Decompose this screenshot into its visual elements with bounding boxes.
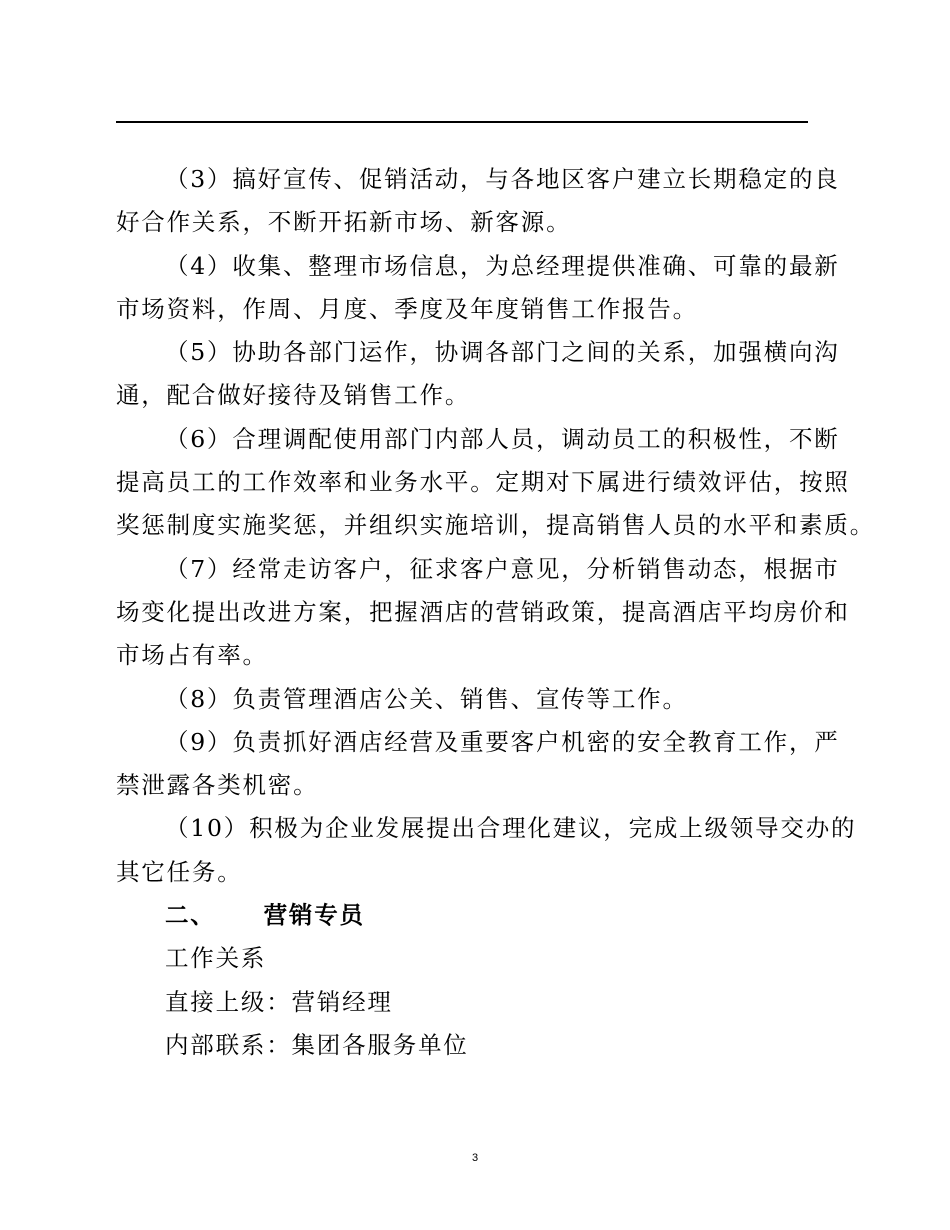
item-7-line-1: （7）经常走访客户，征求客户意见，分析销售动态，根据市 <box>165 554 840 583</box>
item-7-line-3: 市场占有率。 <box>116 641 268 670</box>
header-rule <box>116 121 808 123</box>
item-3-line-2: 好合作关系，不断开拓新市场、新客源。 <box>116 208 572 237</box>
item-6-line-1: （6）合理调配使用部门内部人员，调动员工的积极性，不断 <box>165 424 840 453</box>
section-number: 二、 <box>165 901 216 930</box>
internal-contact: 内部联系：集团各服务单位 <box>165 1030 469 1059</box>
item-4-line-2: 市场资料，作周、月度、季度及年度销售工作报告。 <box>116 294 698 323</box>
direct-superior: 直接上级：营销经理 <box>165 987 393 1016</box>
item-5-line-2: 通，配合做好接待及销售工作。 <box>116 381 471 410</box>
item-9-line-1: （9）负责抓好酒店经营及重要客户机密的安全教育工作，严 <box>165 727 840 756</box>
page-number: 3 <box>471 1152 479 1164</box>
section-title: 营销专员 <box>263 901 365 930</box>
item-3-line-1: （3）搞好宣传、促销活动，与各地区客户建立长期稳定的良 <box>165 165 840 193</box>
item-5-line-1: （5）协助各部门运作，协调各部门之间的关系，加强横向沟 <box>165 338 840 367</box>
item-7-line-2: 场变化提出改进方案，把握酒店的营销政策，提高酒店平均房价和 <box>116 597 850 626</box>
item-10-line-2: 其它任务。 <box>116 857 243 886</box>
section-heading <box>116 894 836 937</box>
item-9-line-2: 禁泄露各类机密。 <box>116 771 319 800</box>
document-body <box>116 158 875 1067</box>
item-10-line-1: （10）积极为企业发展提出合理化建议，完成上级领导交办的 <box>165 814 857 843</box>
item-6-line-3: 奖惩制度实施奖惩，并组织实施培训，提高销售人员的水平和素质。 <box>116 511 875 540</box>
item-4-line-1: （4）收集、整理市场信息，为总经理提供准确、可靠的最新 <box>165 251 840 280</box>
work-relations-heading: 工作关系 <box>165 944 267 973</box>
item-8-line-1: （8）负责管理酒店公关、销售、宣传等工作。 <box>165 684 688 713</box>
item-6-line-2: 提高员工的工作效率和业务水平。定期对下属进行绩效评估，按照 <box>116 468 850 497</box>
